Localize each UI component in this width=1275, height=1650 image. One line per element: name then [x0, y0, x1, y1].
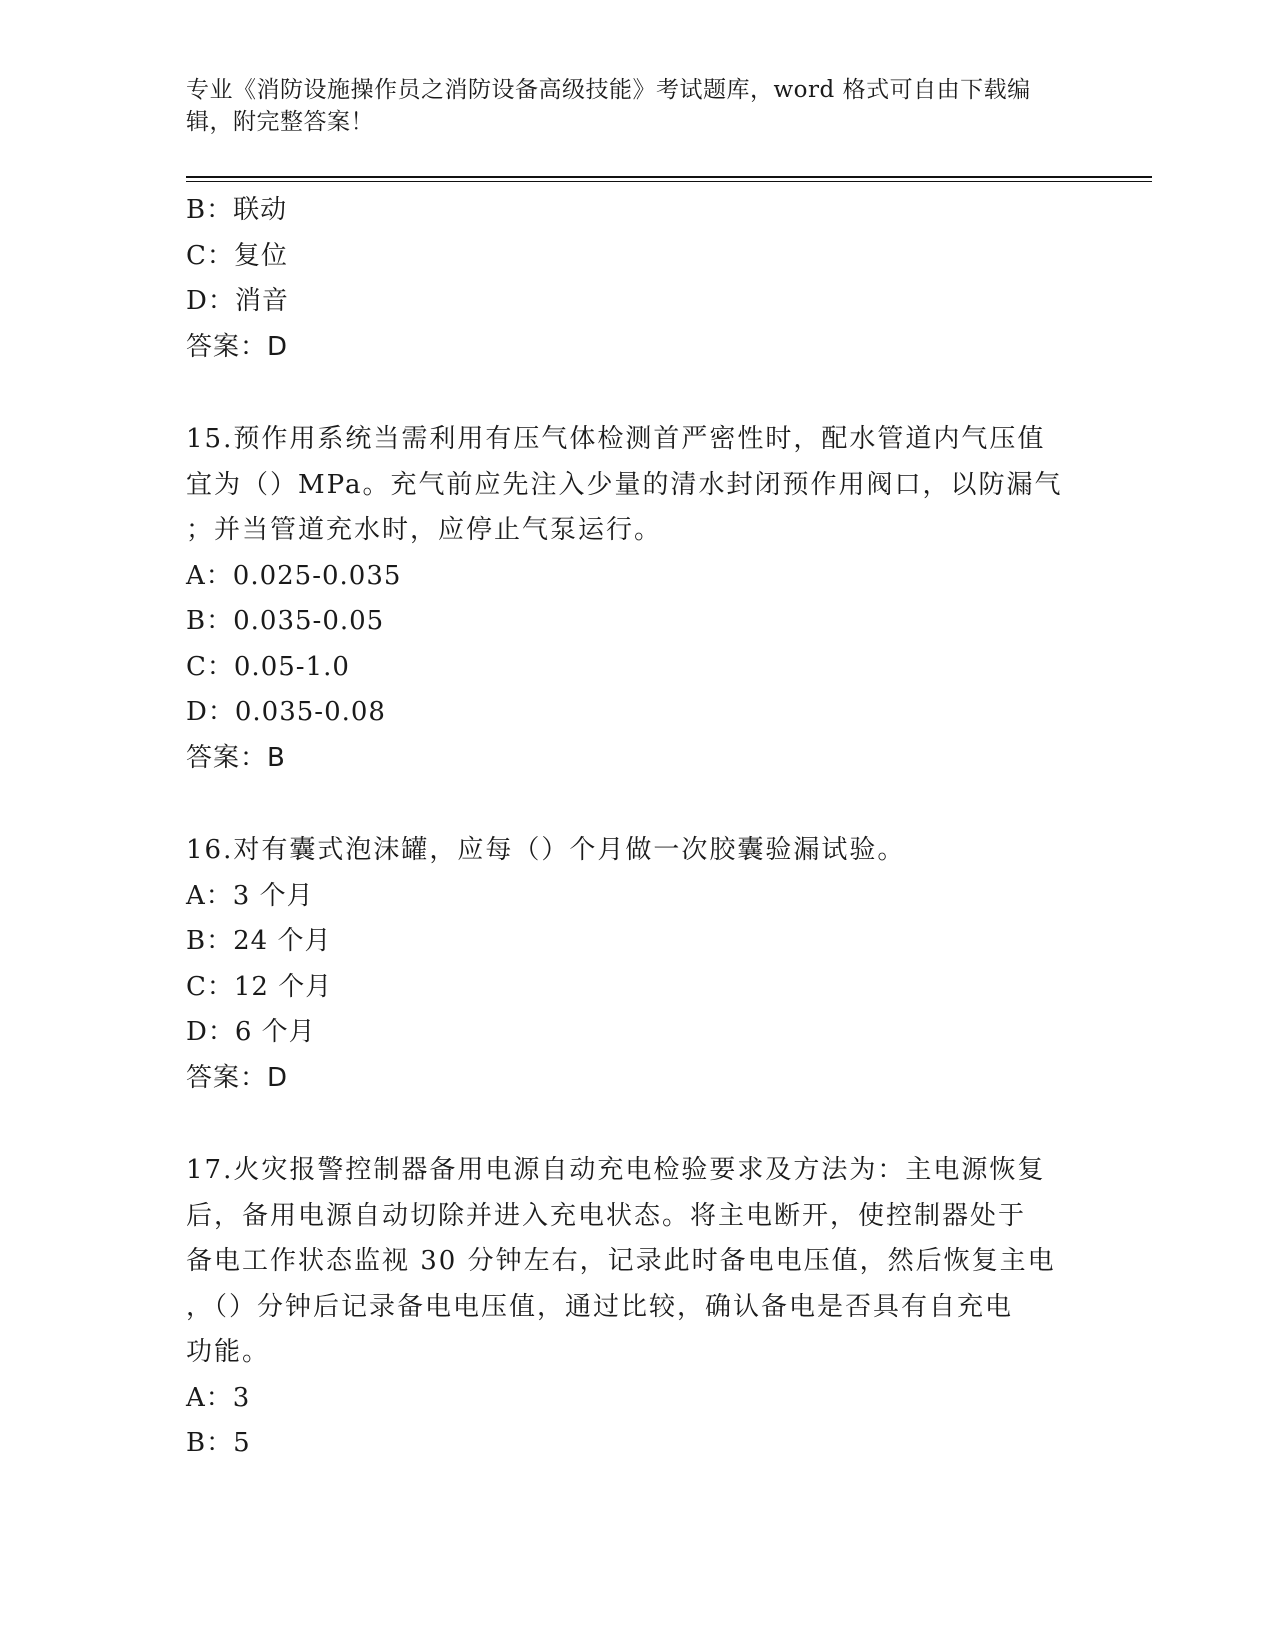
question-text-line: 宜为（）MPa。充气前应先注入少量的清水封闭预作用阀口，以防漏气	[186, 469, 1063, 500]
question-text-line: 功能。	[186, 1337, 271, 1367]
option-line: B：0.035-0.05	[186, 606, 385, 636]
option-line: C：复位	[186, 240, 288, 271]
header-rule-thin	[186, 181, 1152, 182]
option-line: D：0.035-0.08	[186, 697, 386, 727]
option-line: A：0.025-0.035	[186, 560, 402, 591]
option-line: B：联动	[186, 195, 288, 225]
question-content	[186, 188, 1086, 1467]
question-text-line: 16.对有囊式泡沫罐，应每（）个月做一次胶囊验漏试验。	[186, 835, 906, 865]
answer-line: 答案：D	[186, 1062, 289, 1093]
option-line: A：3 个月	[186, 880, 314, 911]
question-text-line: 15.预作用系统当需利用有压气体检测首严密性时，配水管道内气压值	[186, 424, 1046, 454]
option-line: D：6 个月	[186, 1017, 316, 1047]
option-line: C：12 个月	[186, 971, 333, 1002]
question-text-line: 备电工作状态监视 30 分钟左右，记录此时备电电压值，然后恢复主电	[186, 1246, 1056, 1276]
option-line: B：24 个月	[186, 926, 332, 956]
answer-line: 答案：D	[186, 331, 289, 362]
option-line: C：0.05-1.0	[186, 651, 350, 682]
page-header: 专业《消防设施操作员之消防设备高级技能》考试题库，word 格式可自由下载编辑，附完整答案！	[186, 77, 1031, 135]
question-text-line: 17.火灾报警控制器备用电源自动充电检验要求及方法为：主电源恢复	[186, 1155, 1046, 1185]
option-line: A：3	[186, 1382, 251, 1413]
question-text-line: ；并当管道充水时，应停止气泵运行。	[186, 515, 663, 545]
option-line: B：5	[186, 1428, 251, 1458]
question-text-line: ，（）分钟后记录备电电压值，通过比较，确认备电是否具有自充电	[186, 1291, 1014, 1322]
header-rule-thick	[186, 176, 1152, 178]
question-text-line: 后，备用电源自动切除并进入充电状态。将主电断开，使控制器处于	[186, 1200, 1027, 1231]
option-line: D：消音	[186, 286, 289, 316]
answer-line: 答案：B	[186, 742, 286, 773]
